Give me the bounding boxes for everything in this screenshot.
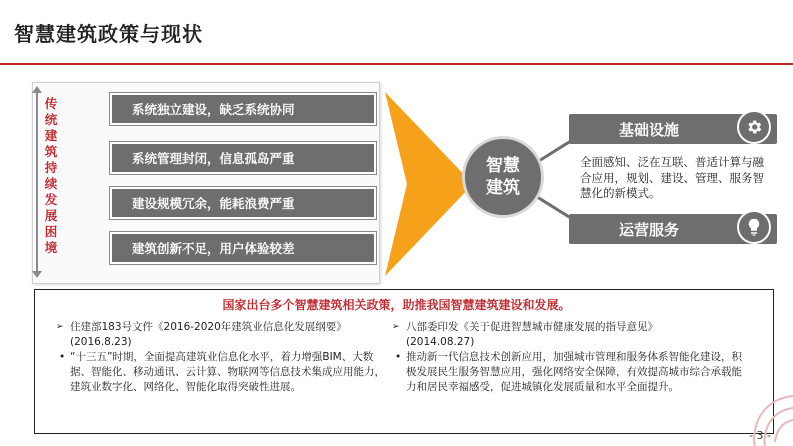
policy-bullet-text: “十三五”时期，全面提高建筑业信息化水平，着力增强BIM、大数据、智能化、移动通讯、云计算、物联网等信息技术集成应用能力，建筑业数字化、网络化、智能化取得突破性进展。 — [70, 351, 385, 393]
operation-service-label: 运营服务 — [619, 220, 680, 239]
circle-line1: 智慧 — [486, 156, 520, 176]
policy-bullet — [56, 350, 386, 395]
smart-building-circle — [462, 136, 544, 218]
arrow-bullet-icon: ➢ — [56, 322, 64, 332]
policy-date-text: (2016.8.23) — [70, 336, 132, 348]
dot-bullet-icon: • — [395, 351, 402, 363]
lightbulb-icon — [737, 210, 771, 244]
policy-date — [56, 335, 386, 350]
policy-date — [392, 335, 748, 350]
infrastructure-pill — [569, 114, 777, 144]
policy-item-text: 八部委印发《关于促进智慧城市健康发展的指导意见》 — [406, 321, 658, 333]
dot-bullet-icon: • — [59, 351, 66, 363]
policy-bullet — [392, 350, 748, 395]
issue-box: 系统管理封闭，信息孤岛严重 — [110, 142, 376, 174]
policy-date-text: (2014.08.27) — [406, 336, 475, 348]
arrow-notch — [385, 92, 407, 276]
issue-box: 建设规模冗余，能耗浪费严重 — [110, 187, 376, 219]
circle-line2: 建筑 — [486, 178, 520, 198]
policy-item — [56, 320, 386, 335]
infrastructure-label: 基础设施 — [619, 120, 680, 139]
policy-item-text: 住建部183号文件《2016-2020年建筑业信息化发展纲要》 — [70, 321, 347, 333]
operation-service-pill — [569, 214, 777, 244]
policy-right-column — [392, 320, 748, 395]
arrow-bullet-icon: ➢ — [392, 322, 400, 332]
dilemma-label: 传统建筑持续发展困境 — [44, 96, 58, 255]
policy-left-column — [56, 320, 386, 395]
page-number: - 3 - — [749, 429, 771, 442]
title-divider — [0, 63, 793, 65]
issue-box: 系统独立建设，缺乏系统协同 — [110, 93, 376, 125]
policy-headline: 国家出台多个智慧建筑相关政策，助推我国智慧建筑建设和发展。 — [222, 298, 571, 312]
infrastructure-description: 全面感知、泛在互联、普适计算与融合应用，规划、建设、管理、服务智慧化的新模式。 — [580, 155, 764, 200]
gear-icon — [737, 110, 771, 144]
policy-item — [392, 320, 748, 335]
policy-bullet-text: 推动新一代信息技术创新应用，加强城市管理和服务体系智能化建设，积极发展民生服务智慧应用，强化网络安全保障，有效提高城市综合承载能力和居民幸福感受，促进城镇化发展质量和水平全面提升。 — [406, 351, 742, 393]
issue-box: 建筑创新不足，用户体验较差 — [110, 232, 376, 264]
slide-title: 智慧建筑政策与现状 — [14, 22, 203, 46]
vertical-double-arrow-icon — [36, 92, 38, 272]
